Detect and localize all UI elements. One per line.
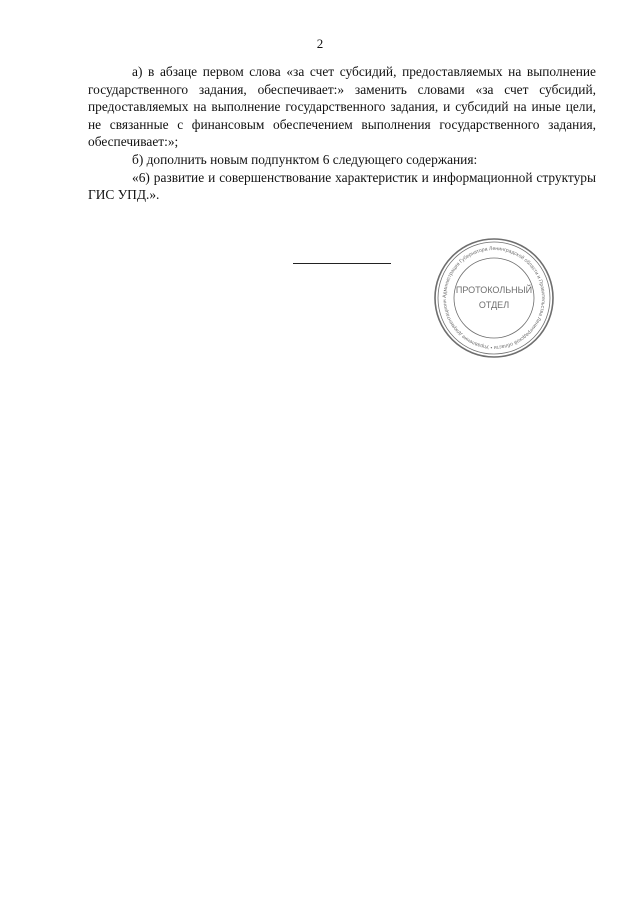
stamp-ring-text: Администрация Губернатора Ленинградской области и Правительства Ленинградской области • Управление документационн	[441, 245, 547, 351]
paragraph-b-content: «6) развитие и совершенствование характеристик и информационной структуры ГИС УПД.».	[88, 169, 596, 203]
document-body	[88, 63, 596, 204]
paragraph-b: б) дополнить новым подпунктом 6 следующего содержания:	[132, 151, 478, 167]
stamp-center-line2: ОТДЕЛ	[478, 300, 510, 310]
stamp-icon	[432, 236, 556, 360]
separator-line	[293, 263, 391, 264]
official-stamp	[432, 236, 556, 360]
paragraph-a: а) в абзаце первом слова «за счет субсидий, предоставляемых на выполнение государственного задания, обеспечивает:» заменить словами «за счет субсидий, предоставляемых на выполнение государственного задания, и субсидий на иные цели, не связанные с финансовым обеспечением выполнения государственного задания, обеспечивает:»;	[88, 64, 596, 150]
stamp-center-line1: ПРОТОКОЛЬНЫЙ	[455, 285, 533, 295]
page-number: 2	[316, 36, 324, 51]
